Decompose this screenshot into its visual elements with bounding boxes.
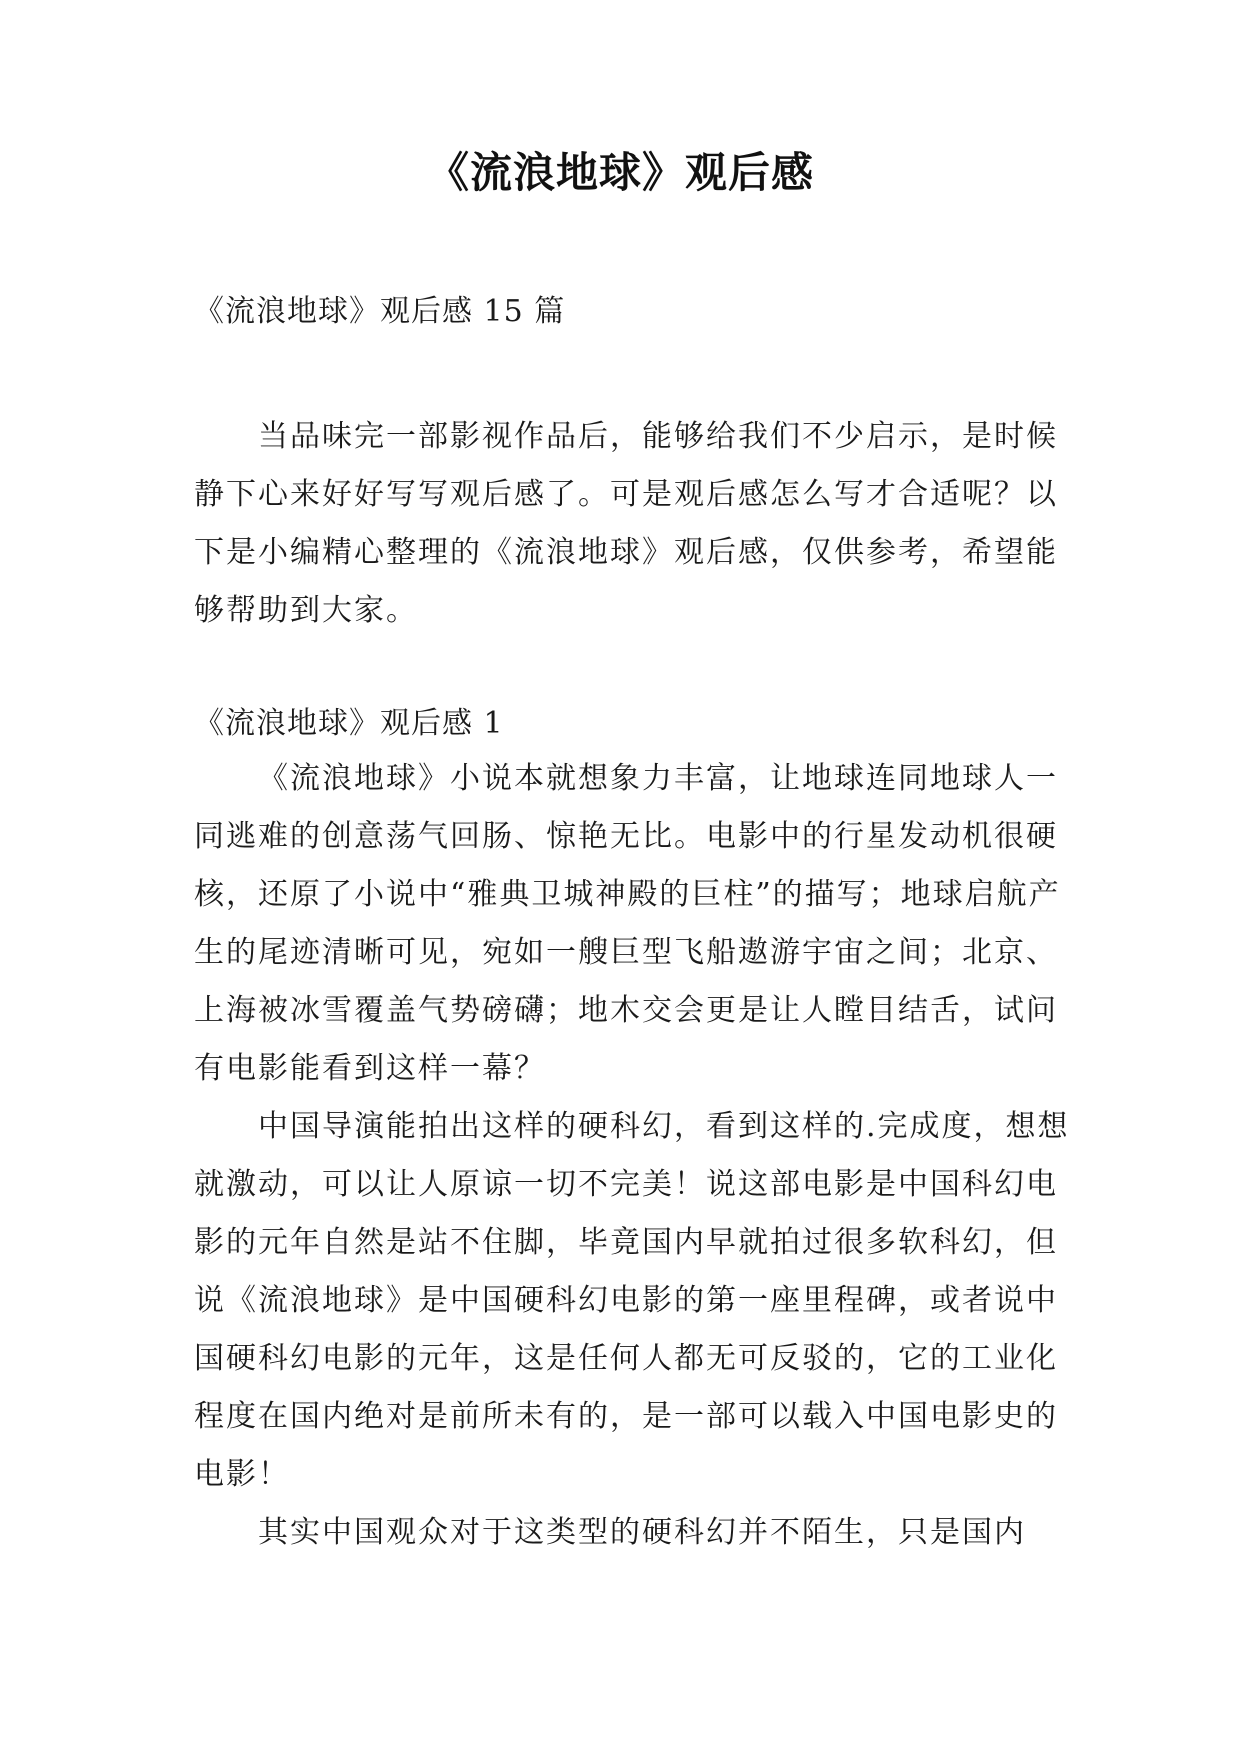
- body-paragraph: 中国导演能拍出这样的硬科幻，看到这样的.完成度，想想就激动，可以让人原谅一切不完美！说这部电影是中国科幻电影的元年自然是站不住脚，毕竟国内早就拍过很多软科幻，但说《流浪地球》是中国硬科幻电影的第一座里程碑，或者说中国硬科幻电影的元年，这是任何人都无可反驳的，它的工业化程度在国内绝对是前所未有的，是一部可以载入中国电影史的电影！: [194, 1109, 1070, 1492]
- document-subtitle: 《流浪地球》观后感 15 篇: [194, 294, 566, 329]
- body-text: [194, 750, 1074, 1562]
- body-paragraph: 《流浪地球》小说本就想象力丰富，让地球连同地球人一同逃难的创意荡气回肠、惊艳无比。电影中的行星发动机很硬核，还原了小说中“雅典卫城神殿的巨柱”的描写；地球启航产生的尾迹清晰可见，宛如一艘巨型飞船遨游宇宙之间；北京、上海被冰雪覆盖气势磅礴；地木交会更是让人瞠目结舌，试问有电影能看到这样一幕？: [194, 761, 1061, 1086]
- intro-paragraph: 当品味完一部影视作品后，能够给我们不少启示，是时候静下心来好好写写观后感了。可是观后感怎么写才合适呢？以下是小编精心整理的《流浪地球》观后感，仅供参考，希望能够帮助到大家。: [194, 419, 1058, 628]
- section-heading: 《流浪地球》观后感 1: [194, 706, 504, 741]
- document-title: 《流浪地球》观后感: [426, 148, 814, 197]
- body-paragraph: 其实中国观众对于这类型的硬科幻并不陌生，只是国内: [258, 1515, 1026, 1550]
